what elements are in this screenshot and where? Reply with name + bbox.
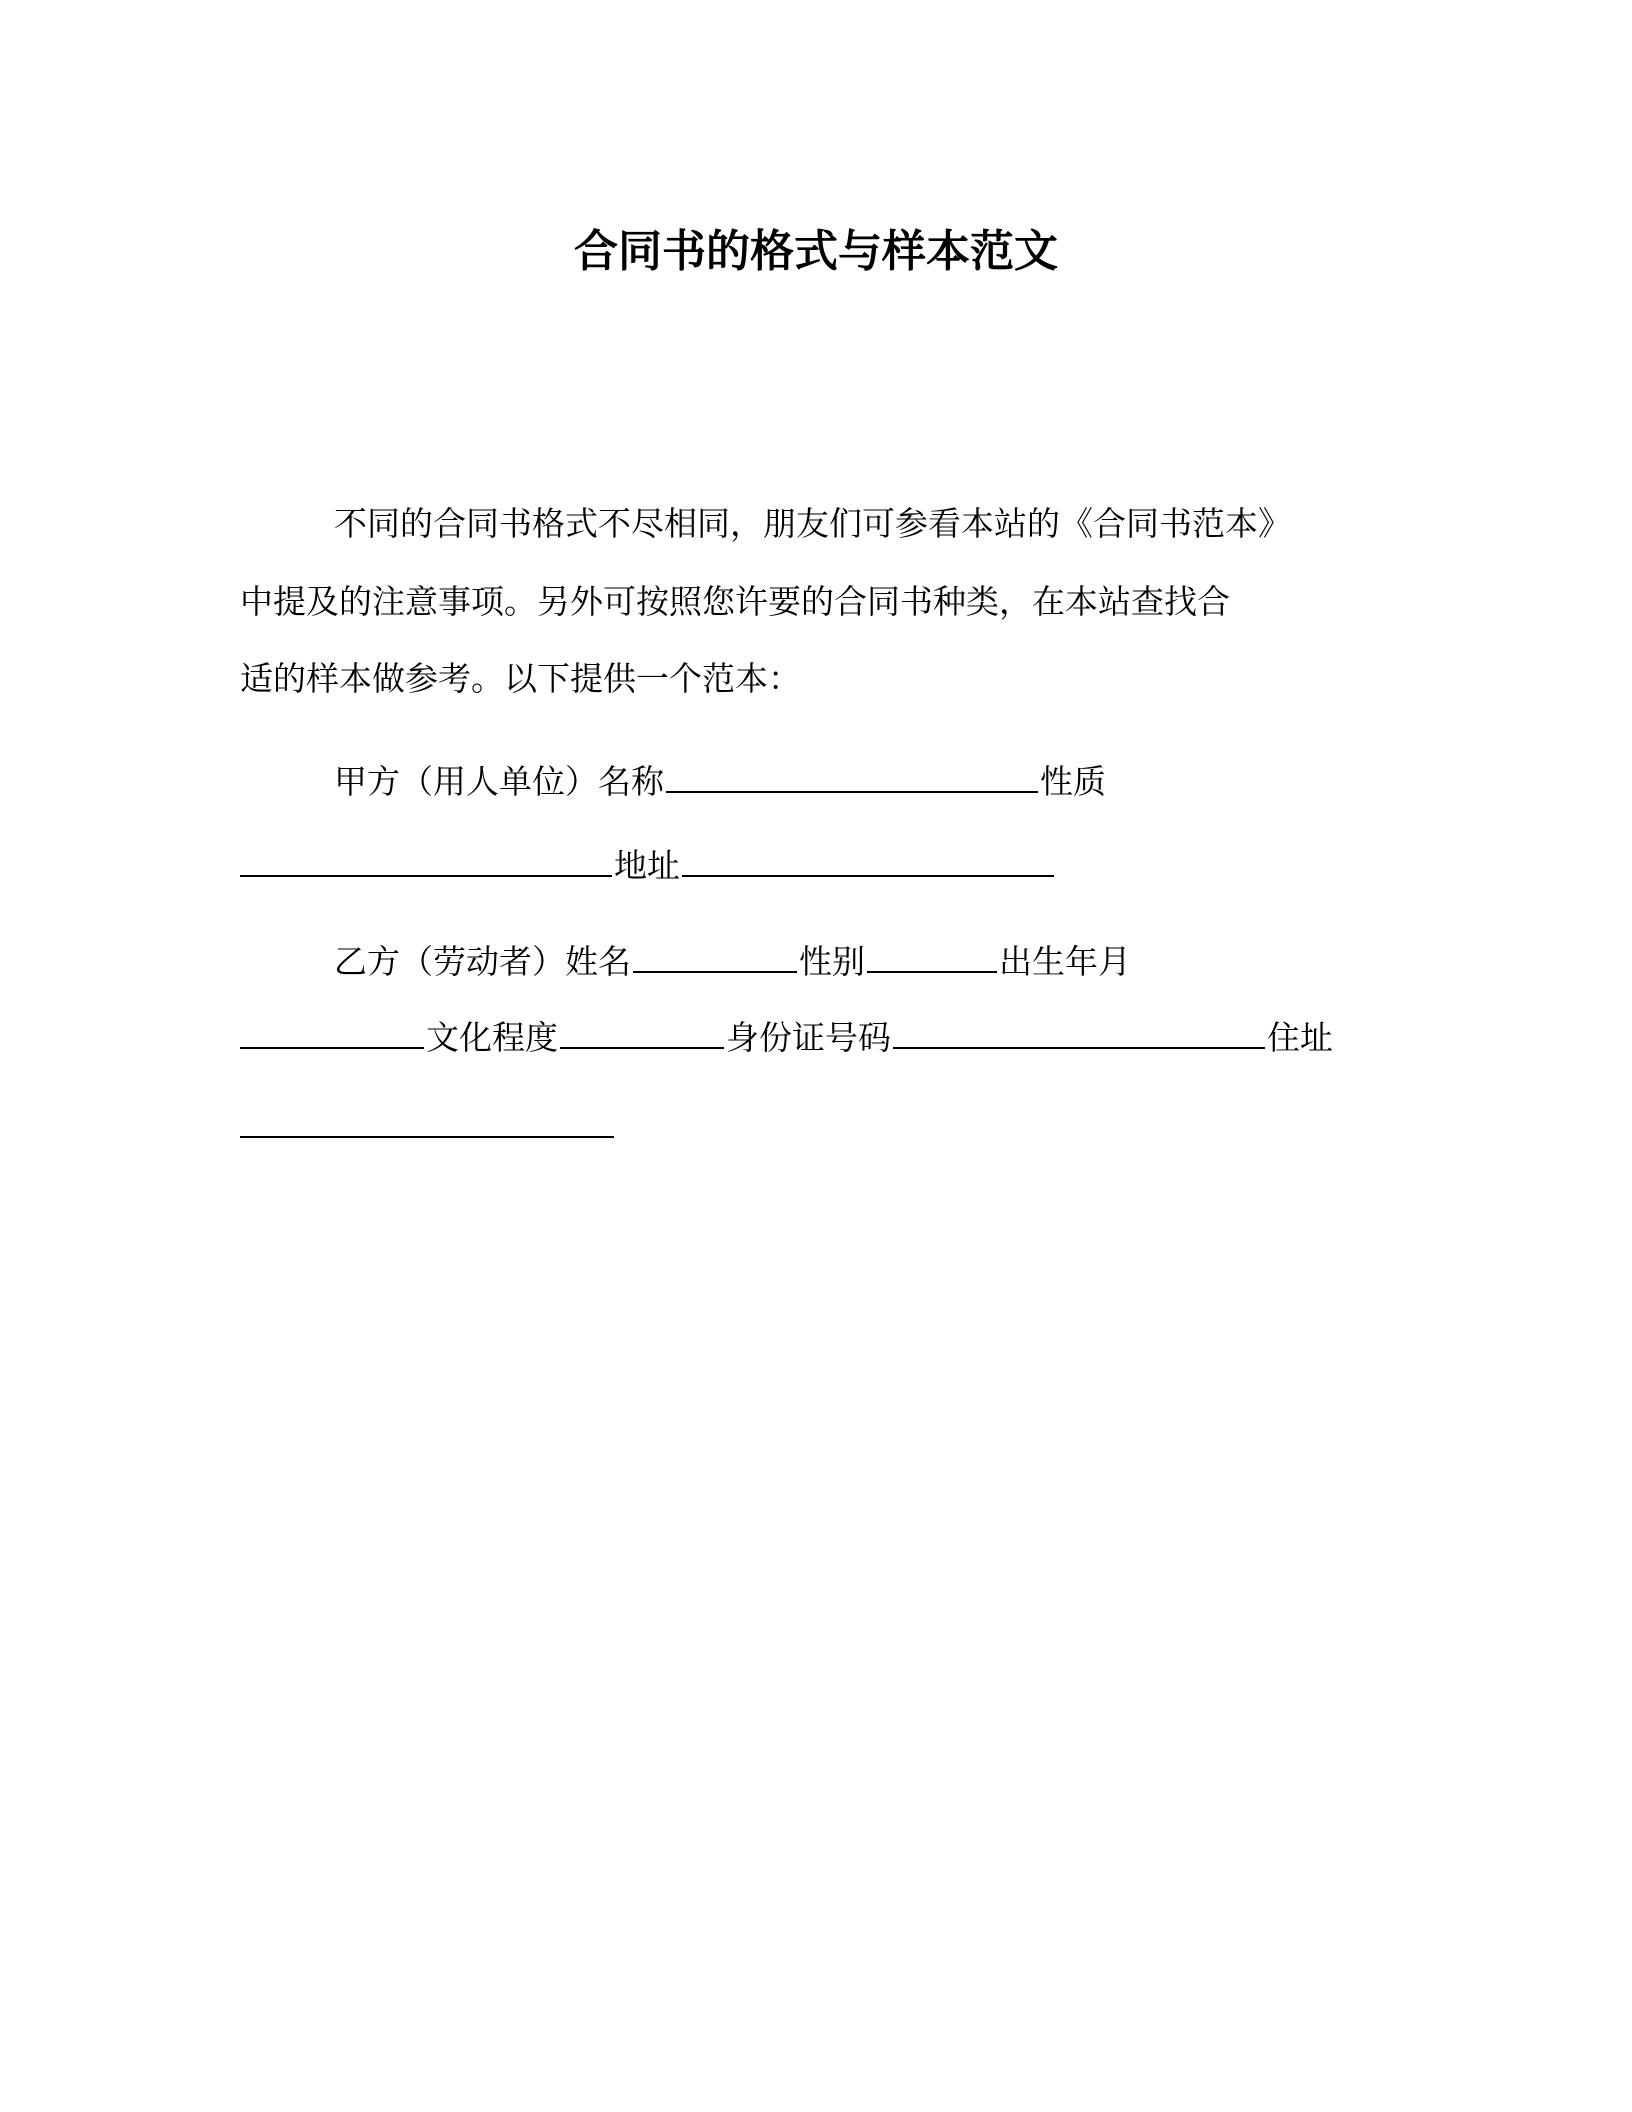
party-a-line-1 (334, 758, 1106, 806)
party-b-id-label: 身份证号码 (726, 1018, 891, 1057)
document-title: 合同书的格式与样本范文 (574, 226, 1058, 277)
party-b-gender-blank[interactable] (867, 941, 997, 973)
party-b-name-label: 乙方（劳动者）姓名 (334, 942, 631, 981)
party-a-address-blank[interactable] (682, 845, 1054, 877)
party-b-name-blank[interactable] (633, 941, 797, 973)
intro-line-3: 适的样本做参考。以下提供一个范本： (240, 659, 801, 698)
party-a-address-label: 地址 (614, 846, 680, 885)
party-b-birth-blank[interactable] (240, 1017, 424, 1049)
party-a-nature-blank[interactable] (240, 845, 612, 877)
intro-line-1: 不同的合同书格式不尽相同，朋友们可参看本站的《合同书范本》 (334, 504, 1291, 543)
party-b-gender-label: 性别 (799, 942, 865, 981)
party-a-name-blank[interactable] (666, 761, 1038, 793)
party-b-birth-label: 出生年月 (999, 942, 1131, 981)
party-b-residence-blank[interactable] (240, 1136, 614, 1138)
party-b-education-blank[interactable] (560, 1017, 724, 1049)
party-b-education-label: 文化程度 (426, 1018, 558, 1057)
party-a-line-2 (240, 842, 1056, 890)
party-b-residence-label: 住址 (1267, 1018, 1333, 1057)
party-a-name-label: 甲方（用人单位）名称 (334, 762, 664, 801)
party-b-id-blank[interactable] (893, 1017, 1265, 1049)
party-a-nature-label: 性质 (1040, 762, 1106, 801)
party-b-line-2 (240, 1014, 1333, 1062)
intro-line-2: 中提及的注意事项。另外可按照您许要的合同书种类，在本站查找合 (240, 582, 1230, 621)
party-b-line-1 (334, 938, 1131, 986)
